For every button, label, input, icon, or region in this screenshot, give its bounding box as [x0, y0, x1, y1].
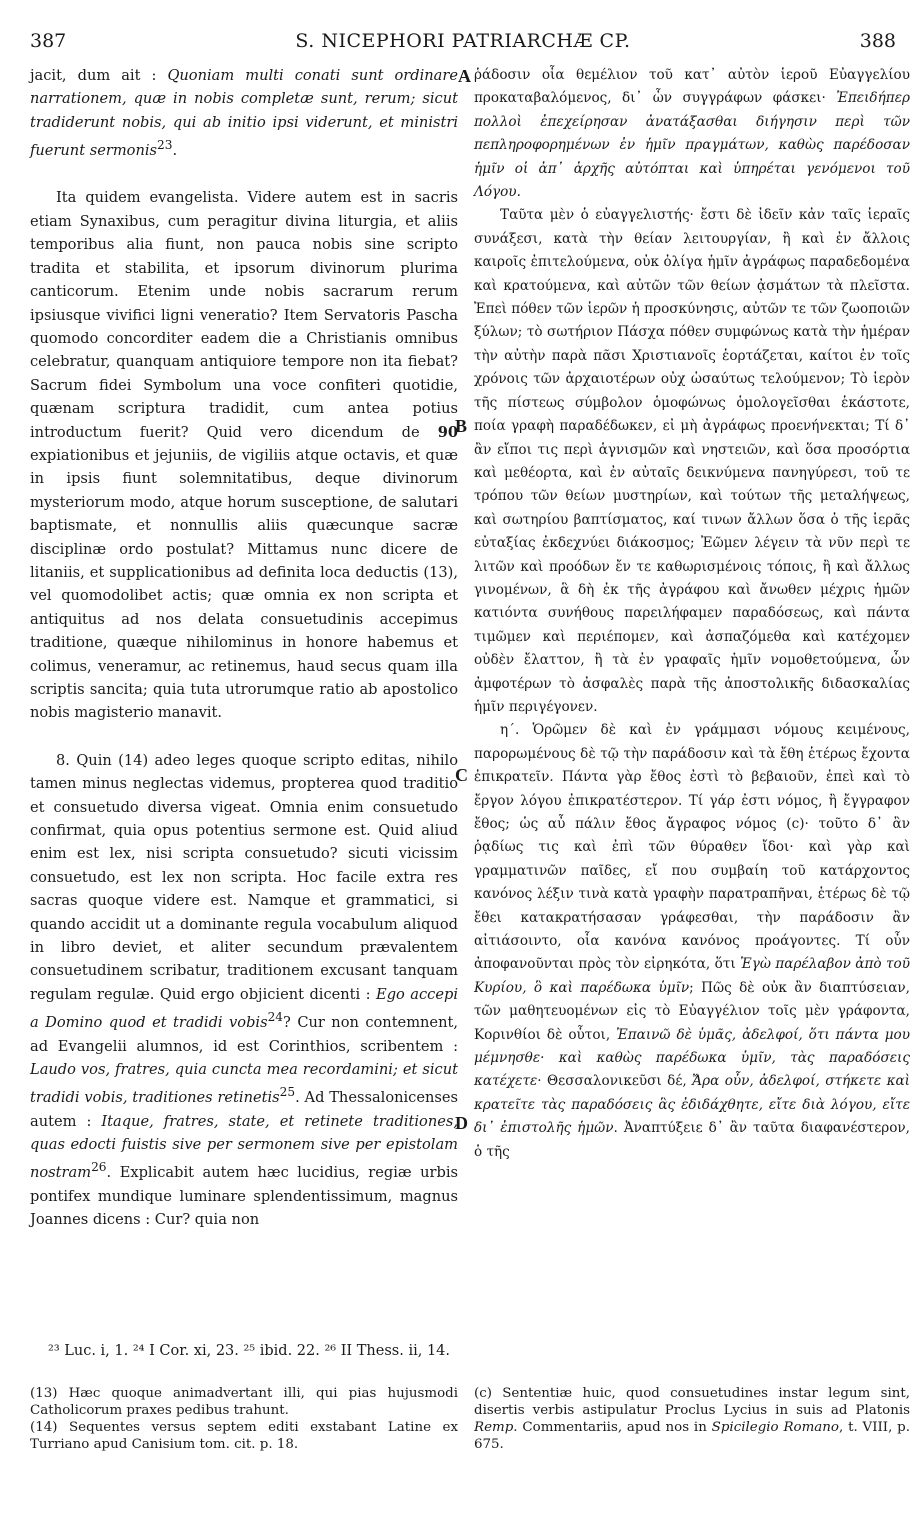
note-13: (13) Hæc quoque animadvertant illi, qui pias hujusmodi Catholicorum praxes pedibus trahunt. [30, 1386, 458, 1418]
greek-paragraph-2: Ταῦτα μὲν ὁ εὐαγγελιστής· ἔστι δὲ ἰδεῖν κἀν ταῖς ἱεραῖς συνάξεσι, κατὰ τὴν θείαν λειτουργίαν, ἢ καὶ ἐν ἄλλοις καιροῖς ἐπιτελούμενα, οὐκ ὀλίγα ἡμῖν ἀγράφως παραδεδομένα καὶ κρατούμενα, καὶ αὐτῶν τῶν θείων ᾀσμάτων τὰ πλεῖστα. Ἐπεὶ πόθεν τῶν ἱερῶν ἡ προσκύνησις, αὐτῶν τε τῶν ζωοποιῶν ξύλων; τὸ σωτήριον Πάσχα πόθεν συμφώνως κατὰ τὴν ἡμέραν τὴν αὐτὴν παρὰ πᾶσι Χριστιανοῖς ἑορτάζεται, καίτοι ἐν τοῖς χρόνοις τῶν ἀρχαιοτέρων οὐχ ὡσαύτως τελούμενον; Τὸ ἱερὸν τῆς πίστεως σύμβολον ὁμοφώνως ὁμολογεῖσθαι ἑκάστοτε, ποία γραφὴ παραδέδωκεν, εἰ μὴ ἀγράφως προενήνεκται; Τί δ᾽ ἂν εἴποι τις περὶ ἁγνισμῶν καὶ νηστειῶν, καὶ ὅσα προσόρτια καὶ μεθέορτα, καὶ ἐν αὐταῖς δεικνύμενα πανηγύρεσι, τοῦ τε τρόπου τῶν θείων μυστηρίων, καὶ τούτων τῆς μεταλήψεως, καὶ σωτηρίου βαπτίσματος, καί τινων ἄλλων ὅσα ὁ τῆς ἱερᾶς εὐταξίας ἐκδεχνύει διάκοσμος; Ἐῶμεν λέγειν τὰ νῦν περὶ τε λιτῶν καὶ προόδων ἔν τε καθωρισμένοις τόποις, ἢ καὶ ἄλλως γινομένων, ἃ δὴ ἐκ τῆς ἀγράφου καὶ ἄνωθεν μέχρις ἡμῶν κατιόντα συνήθους παρειλήφαμεν παραδόσεως, καὶ πάντα τιμῶμεν καὶ περιέπομεν, καὶ ἀσπαζόμεθα καὶ κατέχομεν οὐδὲν ἔλαττον, ἢ τὰ ἐν γραφαῖς ἡμῖν νομοθετούμενα, ὧν ἀμφοτέρων τὸ ἀσφαλὲς παρὰ τῆς ἀποστολικῆς διδασκαλίας ἡμῖν περιγέγονεν. [474, 207, 910, 715]
text-span: , t. VIII, p. 675. [474, 1420, 911, 1452]
note-c [474, 1385, 910, 1453]
text-span: Commentariis, apud nos in [517, 1420, 712, 1435]
text-span: (c) Sententiæ huic, quod consuetudines instar legum sint, disertis verbis astipulatur Proclus Lycius in suis ad Platonis [474, 1386, 910, 1418]
text-span: . Ἀναπτύξειε δ᾽ ἂν ταῦτα διαφανέστερον, ὁ τῆς [474, 1120, 910, 1160]
latin-paragraph-3 [30, 749, 458, 1232]
page-number-right: 388 [859, 30, 896, 52]
scripture-quote: Ἐπαινῶ δὲ ὑμᾶς, ἀδελφοί, ὅτι πάντα μου μέμνησθε· καὶ καθὼς παρέδωκα ὑμῖν, τὰς παραδόσεις κατέχετε [474, 1026, 910, 1090]
scripture-quote: Quoniam multi conati sunt ordinare narrationem, quæ in nobis completæ sunt, rerum; sicut tradiderunt nobis, qui ab initio ipsi viderunt, et ministri fuerunt sermonis [30, 67, 458, 160]
margin-marker-a: A [458, 66, 471, 86]
footnote-ref: 24 [267, 1010, 284, 1025]
scripture-quote: Laudo vos, fratres, quia cuncta mea recordamini; et sicut tradidi vobis, traditiones retinetis [30, 1060, 458, 1107]
text-span: . Explicabit autem hæc lucidius, regiæ urbis pontifex mundique luminare splendentissimum, magnus Joannes dicens : Cur? quia non [30, 1164, 458, 1229]
scripture-quote: Ego accepi a Domino quod et tradidi vobis [30, 985, 458, 1032]
scripture-quote: Ἄρα οὖν, ἀδελφοί, στήκετε καὶ κρατεῖτε τὰς παραδόσεις ἃς ἐδιδάχθητε, εἴτε διὰ λόγου, εἴτε δι᾽ ἐπιστολῆς ἡμῶν [474, 1073, 911, 1137]
column-number: 90 [437, 423, 458, 441]
text-span: Remp. [474, 1420, 518, 1435]
footnote-ref: 26 [91, 1160, 107, 1175]
text-span: jacit, dum ait : [30, 67, 168, 84]
scripture-quote: Ἐπειδήπερ πολλοὶ ἐπεχείρησαν ἀνατάξασθαι διήγησιν περὶ τῶν πεπληροφορημένων ἐν ἡμῖν πραγμάτων, καθὼς παρέδοσαν ἡμῖν οἱ ἀπ᾽ ἀρχῆς αὐτόπται καὶ ὑπηρέται γενόμενοι τοῦ Λόγου. [474, 90, 910, 201]
notes-right [474, 1385, 910, 1453]
text-span: Spicilegio Romano [711, 1420, 839, 1435]
greek-paragraph-3 [474, 719, 910, 1164]
footnote-ref: 23 [157, 138, 173, 153]
page-number-left: 387 [30, 30, 67, 52]
text-span: . Ad Thessalonicenses autem : [30, 1089, 458, 1130]
text-span: ῥάδοσιν οἷα θεμέλιον τοῦ κατ᾽ αὐτὸν ἱεροῦ Εὐαγγελίου προκαταβαλόμενος, δι᾽ ὧν συγγράφων φάσκει· [474, 67, 910, 107]
notes-left [30, 1385, 458, 1453]
running-title: S. NICEPHORI PATRIARCHÆ CP. [295, 30, 631, 52]
text-span: expiationibus et jejuniis, de vigiliis atque octavis, et quæ in ipsis fiunt solemnitatibus, deque divinorum mysteriorum modo, atque horum susceptione, de salutari baptismate, et nonnullis aliis quæcunque sacræ disciplinæ ordo postulat? Mittamus nunc dicere de litaniis, et supplicationibus ad definita loca deductis (13), vel quomodolibet actis; quæ omnia ex non scripta et antiquitus ad nos delata consuetudinis accepimus traditione, quæque nihilominus in honore habemus et colimus, veneramur, ac retinemus, haud secus quam illa scriptis sancita; quia tuta utrorumque ratio ab apostolico nobis magisterio manavit. [30, 446, 458, 722]
latin-column [30, 64, 458, 1232]
scripture-references: ²³ Luc. i, 1. ²⁴ I Cor. xi, 23. ²⁵ ibid. 22. ²⁶ II Thess. ii, 14. [48, 1343, 450, 1359]
note-14: (14) Sequentes versus septem editi exstabant Latine ex Turriano apud Canisium tom. cit. p. 18. [30, 1420, 458, 1452]
page-header [30, 30, 896, 60]
scripture-quote: Ἐγὼ παρέλαβον ἀπὸ τοῦ Κυρίου, ὃ καὶ παρέδωκα ὑμῖν [474, 956, 910, 996]
margin-marker-d: D [455, 1113, 468, 1133]
margin-marker-b: B [455, 416, 468, 436]
text-span: Ita quidem evangelista. Videre autem est in sacris etiam Synaxibus, cum peragitur divina liturgia, et aliis temporibus alia fiunt, non pauca nobis sine scripto tradita et stabilita, et ipsorum divinorum plurima canticorum. Etenim unde nobis sacrarum rerum ipsiusque vivifici ligni veneratio? Item Servatoris Pascha quomodo concorditer eadem die a Christianis omnibus celebratur, quanquam antiquiore tempore non ita fiebat? Sacrum fidei Symbolum una voce confiteri quotidie, quænam scriptura tradidit, cum antea potius introductum fuerit? Quid vero dicendum de [30, 189, 458, 441]
margin-marker-c: C [455, 765, 468, 785]
text-span: · Θεσσαλονικεῦσι δέ, [537, 1073, 693, 1090]
text-span: ? Cur non contemnent, ad Evangelii alumnos, id est Corinthios, scribentem : [30, 1014, 458, 1055]
text-span: 8. Quin (14) adeo leges quoque scripto editas, nihilo tamen minus neglectas videmus, propterea quod traditio et consuetudo diversa vigeat. Omnia enim consuetudo confirmat, quia opus potentius sermone est. Quid aliud enim est lex, nisi scripta consuetudo? sicuti vicissim consuetudo, est lex non scripta. Hoc facile extra res sacras quoque videre est. Namque et grammatici, si quando accidit ut a dominante regula vocabulum aliquod in libro deviet, et aliter secundum prævalentem consuetudinem scribatur, traditionem excusant tanquam regulam regulæ. Quid ergo objicient dicenti : [30, 751, 458, 1003]
scripture-quote: Itaque, fratres, state, et retinete traditiones, quas edocti fuistis sive per sermonem sive per epistolam nostram [30, 1112, 458, 1182]
latin-paragraph-2 [30, 186, 458, 724]
greek-paragraph-1 [474, 64, 910, 204]
text-span: ; Πῶς δὲ οὐκ ἂν διαπτύσειαν, τῶν μαθητευομένων εἰς τὸ Εὐαγγέλιον τοῖς μὲν γράφοντα, Κορινθίοι δὲ οὗτοι, [474, 979, 910, 1043]
latin-paragraph-1: jacit, dum ait : Quoniam multi conati sunt ordinare narrationem, quæ in nobis completæ sunt, rerum; sicut tradiderunt nobis, qui ab initio ipsi viderunt, et ministri fuerunt sermonis$^{23}$. [30, 67, 458, 160]
greek-column [474, 64, 910, 1164]
text-span: η´. Ὁρῶμεν δὲ καὶ ἐν γράμμασι νόμους κειμένους, παρορωμένους δὲ τῷ τὴν παράδοσιν καὶ τὰ ἔθη ἑτέρως ἔχοντα ἐπικρατεῖν. Πάντα γὰρ ἔθος ἐστὶ τὸ βεβαιοῦν, ἐπεὶ καὶ τὸ ἔργον λόγου ἐπικρατέστερον. Τί γάρ ἐστι νόμος, ἢ ἔγγραφον ἔθος; ὡς αὖ πάλιν ἔθος ἄγραφος νόμος (c)· τοῦτο δ᾽ ἂν ῥᾳδίως τις καὶ ἐπὶ τῶν θύραθεν ἴδοι· καὶ γὰρ καὶ γραμματινῶν παῖδες, εἴ που συμβαίη τοῦ κατάρχοντος κανόνος λέξιν τινὰ κατὰ γραφὴν παρατραπῆναι, ἑτέρως δὲ τῷ ἔθει κατακρατήσασαν γράφεσθαι, τὴν παράδοσιν ἂν αἰτιάσοιντο, οἷα κανόνα κανόνος προάγοντες. Τί οὖν ἀποφανοῦνται πρὸς τὸν εἰρηκότα, ὅτι [474, 722, 910, 973]
footnote-ref: 25 [279, 1085, 296, 1100]
